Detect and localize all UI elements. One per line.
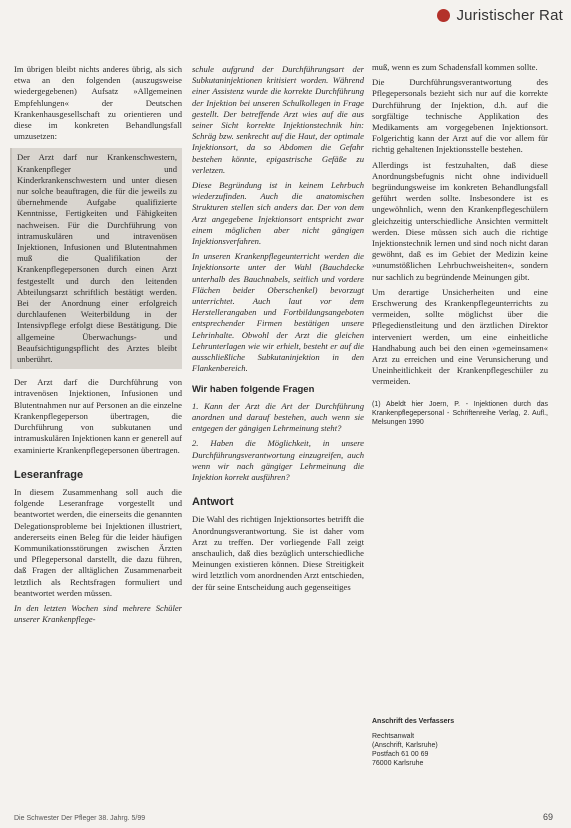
reader-question-paragraph: Diese Begründung ist in keinem Lehrbuch wiederzufinden. Auch die anatomischen Strukturen stellen sich anders dar. Der von dem Arzt angegebene Injektionsort entspricht zwar einem möglichen aber nicht gängigen Injektionsverfahren. [192, 180, 364, 247]
quoted-recommendation-box [10, 148, 182, 369]
paragraph: muß, wenn es zum Schadensfall kommen sollte. [372, 62, 538, 72]
paragraph: Die Durchführungsverantwortung des Pflegepersonals bezieht sich nur auf die korrekte Durchführung der Injektion, d.h. auf die sorgfältige technische Applikation des Medikaments am vorgegebenen Injektionsort. Folgerichtig kann der Arzt auf die vor allem für richtig gehaltenen Injektionsstelle bestehen. [372, 77, 548, 155]
reader-question-paragraph: schule aufgrund der Durchführungsart der Subkutaninjektionen kritisiert worden. Während einer Assistenz wurde die korrekte Durchführung der Injektion bei unseren Schulkollegen in Frage gestellt. Der betreffende Arzt wies auf die aus seiner Sicht korrekte Injektionstechnik hin: Schräg bzw. senkrecht auf die Haut, der optimale Injektionsort, da so Abdomen die Gefahr bestehen könnte, epigastrische Gefäße zu verletzen. [192, 64, 364, 175]
paragraph: Allerdings ist festzuhalten, daß diese Anordnungsbefugnis nicht ohne individuell begründungsweise im konkreten Behandlungsfall geführt werden sollte. Insbesondere ist es ungewöhnlich, wenn den Krankenpflegeschülern gleichzeitig unterschiedliche Ansichten vermittelt werden. Diese müssen sich auch die richtige Injektionstechnik lernen und sind noch nicht daran gewöhnt, daß es im Gebiet der Medizin keine »unumstößlichen Lehrbuchweisheiten«, sondern nur sachlich zu begründende Meinungen gibt. [372, 159, 548, 282]
author-label: Anschrift des Verfassers [372, 718, 455, 725]
column-1 [14, 64, 182, 629]
author-line: Postfach 61 00 69 [372, 751, 429, 758]
author-address [372, 717, 542, 768]
section-header [437, 4, 563, 26]
section-heading: Leseranfrage [14, 468, 84, 481]
section-title: Juristischer Rat [456, 6, 563, 24]
answer-paragraph: Die Wahl des richtigen Injektionsortes betrifft die Anordnungsverantwortung. Sie ist daher vom Arzt zu treffen. Der vorliegende Fall zeigt anschaulich, daß dies bezüglich unterschiedliche Meinungen existieren können. Diese Streitigkeit wird letztlich vom anordnenden Arzt entschieden, der für seine Entscheidung auch gegenseitiges [192, 514, 364, 592]
journal-footer: Die Schwester Der Pfleger 38. Jahrg. 5/99 [14, 815, 146, 822]
author-line: (Anschrift, Karlsruhe) [372, 742, 438, 749]
reader-question-paragraph: In unseren Krankenpflegeunterricht werden die Injektionsorte unter der Wahl (Bauchdecke unterhalb des Bauchnabels, seitlich und vordere Flächen beider Oberschenkel) bevorzugt unterrichtet. Auch laut vor dem Herstellerangaben und Fortbildungsangeboten entsprechender Firmen bestätigen unsere Lehrinhalte. Obwohl der Arzt die gleichen Lehrunterlagen wie wir erhielt, besteht er auf die ausschließliche Subkutaninjektion in den Flankenbereich. [192, 251, 364, 374]
paragraph: Der Arzt darf die Durchführung von intravenösen Injektionen, Infusionen und Blutentnahmen nur auf Personen an die einzelne Krankenpflegeperson übertragen, die Durchführung von subkutanen und intramuskulären Injektionen kann er generell auf examinierte Krankenpflegepersonen übertragen. [14, 377, 182, 455]
questions-heading: Wir haben folgende Fragen [192, 384, 315, 396]
author-line: 76000 Karlsruhe [372, 760, 424, 767]
column-2 [192, 64, 364, 597]
intro-paragraph: Im übrigen bleibt nichts anderes übrig, als sich etwa an den folgenden (auszugsweise wiedergegebenen) Aufsatz »Allgemeinen Empfehlungen« der Deutschen Krankenhausgesellschaft zu orientieren und diese im konkreten Behandlungsfall umzusetzen: [14, 64, 182, 142]
answer-heading: Antwort [192, 496, 234, 509]
paragraph: In diesem Zusammenhang soll auch die folgende Leseranfrage vorgestellt und beantwortet werden, die einerseits die genannten Delegationsprobleme bei Injektionen illustriert, andererseits einen Beleg für die leider häufigen Kommunikationsstörungen zwischen Ärzten und Pflegepersonal darstellt, die dazu führen, daß Fragen der alltäglichen Zusammenarbeit letztlich als Rechtsfragen formuliert und beantwortet werden müssen. [14, 486, 182, 598]
reference-note: (1) Abeldt hier Joern, P. - Injektionen durch das Krankenpflegepersonal - Schriftenreihe Verlag, 2. Aufl., Melsungen 1990 [372, 400, 548, 426]
question-1: 1. Kann der Arzt die Art der Durchführung anordnen und darauf bestehen, auch wenn sie entgegen der gängigen Lehrmeinung steht? [192, 400, 364, 434]
question-2: 2. Haben die Möglichkeit, in unsere Durchführungsverantwortung einzugreifen, auch wenn wir nach gängiger Lehrmeinung die Injektion korrekt ausführen? [192, 438, 364, 482]
column-3 [372, 62, 548, 427]
recommendation-text: Der Arzt darf nur Krankenschwestern, Krankenpfleger und Kinderkrankenschwestern und unter diesen nur solche beauftragen, die für die jeweils zu übernehmende Aufgabe qualifizierte Kenntnisse, Fertigkeiten und Fähigkeiten nachweisen. Für die Durchführung von intramuskulären und intravenösen Injektionen, Infusionen und Blutentnahmen muß die Qualifikation der Krankenpflegepersonen durch einen Arzt festgestellt und durch den leitenden Abteilungsarzt schriftlich bestätigt werden. Bei der Anordnung einer erfolgreich durchlaufenen Weiterbildung in der Intensivpflege erfolgt diese Bestätigung. Die allgemeine Überwachungs- und Beaufsichtigungspflicht des Arztes bleibt unberührt. [17, 152, 177, 365]
reader-question-start: In den letzten Wochen sind mehrere Schüler unserer Krankenpflege- [14, 602, 182, 625]
author-line: Rechtsanwalt [372, 733, 415, 740]
red-dot-icon [437, 9, 450, 22]
paragraph: Um derartige Unsicherheiten und eine Erschwerung des Krankenpflegeunterrichts zu vermeiden, sollte möglichst über die Pflegedienstleitung und den ärztlichen Direktor interveniert werden, um eine einheitliche Handhabung auch bei den einen »gemeinsamen« Arzt zu erreichen und eine Verunsicherung und Uneinheitlichkeit der Krankenpflegeschüler zu vermeiden. [372, 286, 548, 387]
page-number: 69 [542, 812, 553, 822]
